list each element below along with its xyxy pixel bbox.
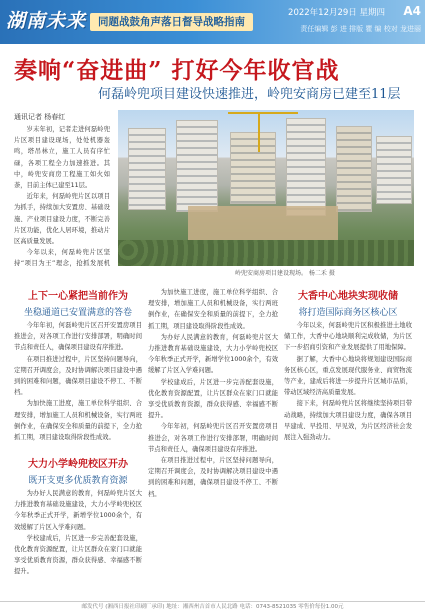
- section-2-column: [14, 488, 142, 598]
- section-1-column-2: [148, 287, 278, 597]
- section-paragraph: 今年年初，何磊岭兜片区召开安置房项目推进会，对各项工作进行安排部署，明确时间节点和责任人，确保项目建设有序推进。: [148, 423, 278, 453]
- subheadline: 何磊岭兜项目建设快速推进，岭兜安商房已建至11层: [98, 87, 401, 102]
- section-heading-3: [284, 287, 412, 318]
- headline: 奏响“奋进曲” 打好今年收官战: [14, 57, 340, 84]
- section-subtitle-line: 将打造国际商务区核心区: [298, 308, 398, 318]
- building-shape: [286, 118, 326, 216]
- building-shape: [336, 126, 372, 212]
- section-paragraph: 为办好人民满意的教育，何磊岭兜片区大力推进教育基础设施建设，大力小学岭兜校区今年秋季正式开学，新增学位1000余个，有效缓解了片区入学难问题。: [14, 490, 142, 531]
- intro-column: [14, 124, 110, 268]
- trees-shape: [118, 240, 414, 266]
- section-paragraph: 在项目推进过程中，片区坚持问题导向，定期召开调度会，及时协调解决项目建设中遇到的困难和问题，确保项目建设不停工、不断档。: [14, 355, 142, 397]
- section-paragraph: 今年年初，何磊岭兜片区召开安置房项目推进会，对各项工作进行安排部署，明确时间节点和责任人，确保项目建设有序推进。: [14, 322, 142, 352]
- masthead: [281, 4, 421, 40]
- section-paragraph: 为加快施工进度，施工单位科学组织、合理安排，增加施工人员和机械设备，实行两班倒作业，在确保安全和质量的前提下，全力抢抓工期，项目建设取得阶段性成效。: [14, 400, 142, 442]
- intro-paragraph: 岁末年初，记者走进何磊岭兜片区项目建设现场，处处机器轰鸣，塔吊林立，施工人员有序忙碌，各项工程全力加速推进。其中，岭兜安商房工程施工如火如荼，目前主体已建至11层。: [14, 126, 110, 190]
- section-heading-2: [14, 455, 142, 486]
- section-paragraph: 据了解，大香中心地块将规划建设国际商务区核心区，重点发展现代服务业、商贸物流等产业，建成后将进一步提升片区城市品质，带动区域经济高质量发展。: [284, 355, 412, 397]
- section-paragraph: 在项目推进过程中，片区坚持问题导向，定期召开调度会，及时协调解决项目建设中遇到的困难和问题，确保项目建设不停工、不断档。: [148, 457, 278, 498]
- building-shape: [176, 120, 218, 212]
- section-title: 上下一心紧把当前作为: [28, 291, 128, 302]
- construction-site-shape: [188, 206, 338, 240]
- section-paragraph: 今年以来，何磊岭兜片区积极推进土地收储工作，大香中心地块顺利完成收储，为片区下一步招商引资和产业发展提供了用地保障。: [284, 322, 412, 352]
- section-subtitle-line: 坐稳通道已安置满意的答卷: [23, 308, 132, 318]
- building-shape: [230, 132, 276, 204]
- issue-date: 2022年12月29日 星期四: [288, 8, 385, 18]
- section-heading-1: [14, 287, 142, 318]
- building-shape: [376, 136, 412, 204]
- intro-paragraph: 近年来，何磊岭兜片区以项目为抓手，持续加大安置房、基础设施、产业项目建设力度，不断完善片区功能，优化人居环境，推动片区高质量发展。: [14, 193, 110, 246]
- construction-photo: [118, 110, 414, 266]
- section-paragraph: 学校建成后，片区进一步完善配套设施，优化教育资源配置，让片区群众在家门口就能享受优质教育资源，群众获得感、幸福感不断提升。: [148, 378, 278, 420]
- section-title: 大力小学岭兜校区开办: [28, 459, 128, 470]
- editor-credits: 责任编辑 彭 进 排版 瞿 编 校对 龙进丽: [300, 25, 421, 33]
- section-3-column: [284, 320, 412, 598]
- section-title: 大香中心地块实现收储: [298, 291, 398, 302]
- section-paragraph: 学校建成后，片区进一步完善配套设施，优化教育资源配置，让片区群众在家门口就能享受优质教育资源，群众获得感、幸福感不断提升。: [14, 534, 142, 576]
- section-subtitle-line: 既开支更多优质教育资源: [28, 476, 128, 486]
- section-banner: [0, 0, 425, 44]
- crane-shape: [258, 112, 260, 152]
- crane-arm-shape: [228, 112, 298, 114]
- section-paragraph: 为办好人民满意的教育，何磊岭兜片区大力推进教育基础设施建设，大力小学岭兜校区今年秋季正式开学，新增学位1000余个，有效缓解了片区入学难问题。: [148, 333, 278, 375]
- page-number: A4: [403, 4, 421, 18]
- section-subtitle: 同题战鼓角声落日督导战略指南: [90, 13, 253, 31]
- section-brand: 湖南未来: [6, 10, 87, 32]
- building-shape: [128, 128, 166, 210]
- page-footer: 邮发代号 (湘西日报社印刷厂承印) 地址：湘西州吉首市人民北路 电话：0743-8521035 零售价每份1.00元: [0, 601, 425, 612]
- section-1-column: [14, 320, 142, 448]
- photo-caption: 岭兜安商房项目建设现场。 杨二禾 摄: [235, 270, 335, 277]
- byline: 通讯记者 杨春红: [14, 113, 66, 121]
- section-paragraph: 接下来，何磊岭兜片区将继续坚持项目带动战略，持续加大项目建设力度，确保各项目早建成、早投用、早见效，为片区经济社会发展注入强劲动力。: [284, 400, 412, 442]
- intro-paragraph: 今年以来，何磊岭兜片区坚持“项目为王”理念，抢抓发展机: [14, 249, 110, 268]
- section-paragraph: 为加快施工进度，施工单位科学组织、合理安排，增加施工人员和机械设备，实行两班倒作业，在确保安全和质量的前提下，全力抢抓工期，项目建设取得阶段性成效。: [148, 289, 278, 330]
